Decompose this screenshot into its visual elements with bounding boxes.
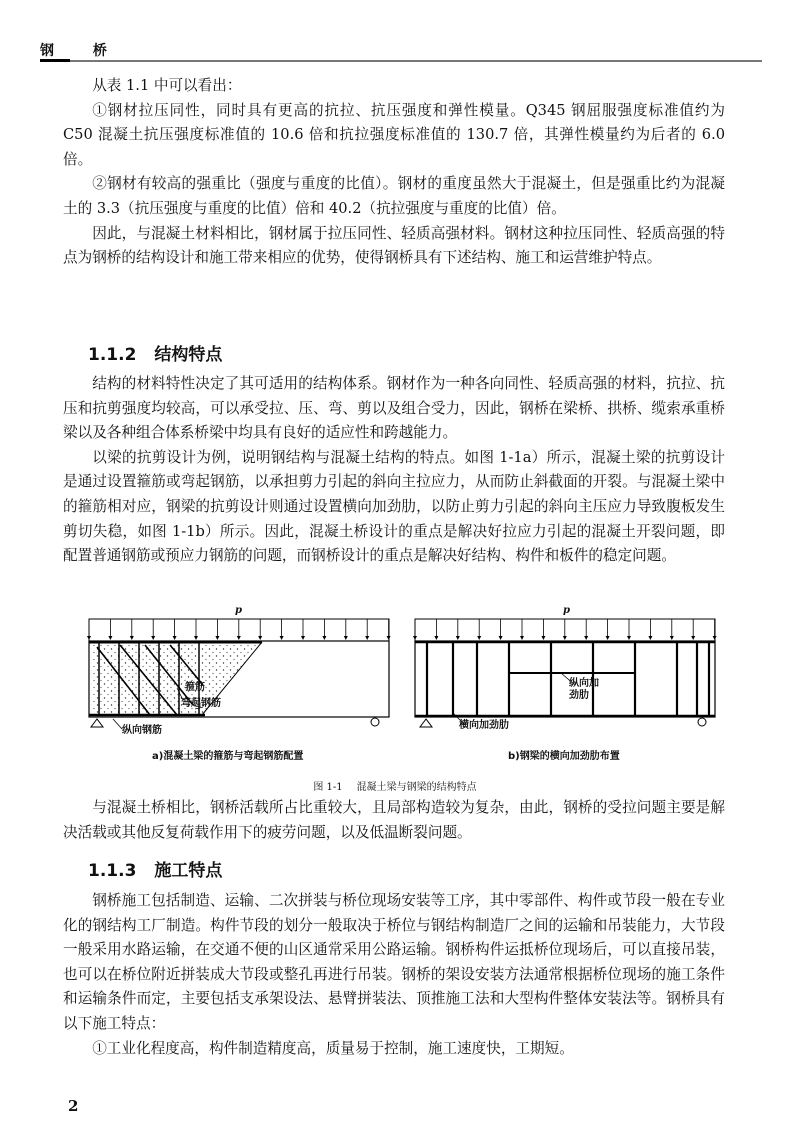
section-number: 1.1.2 <box>88 345 137 365</box>
paragraph: 与混凝土桥相比，钢桥活载所占比重较大，且局部构造较为复杂，由此，钢桥的受拉问题主要是解决活载或其他反复荷载作用下的疲劳问题，以及低温断裂问题。 <box>63 799 725 841</box>
paragraph: ①钢材拉压同性，同时具有更高的抗拉、抗压强度和弹性模量。Q345 钢屈服强度标准值约为 C50 混凝土抗压强度标准值的 10.6 倍和抗拉强度标准值的 130.7 倍，其弹性模量约为后者的 6.0 倍。 <box>63 101 725 168</box>
section-heading-1-1-2 <box>88 340 222 365</box>
paragraph: 因此，与混凝土材料相比，钢材属于拉压同性、轻质高强材料。钢材这种拉压同性、轻质高强的特点为钢桥的结构设计和施工带来相应的优势，使得钢桥具有下述结构、施工和运营维护特点。 <box>63 224 725 267</box>
arrow-head <box>237 636 241 640</box>
figure-title: 混凝土梁与钢梁的结构特点 <box>356 782 477 793</box>
load-arrows-a <box>87 619 391 640</box>
arrow-head <box>520 636 524 640</box>
arrow-head <box>499 636 503 640</box>
arrow-head <box>606 636 610 640</box>
paragraph: 钢桥施工包括制造、运输、二次拼装与桥位现场安装等工序，其中零部件、构件或节段一般在专业化的钢结构工厂制造。构件节段的划分一般取决于桥位与钢结构制造厂之间的运输和吊装能力，大节段一般采用水路运输，在交通不便的山区通常采用公路运输。钢桥构件运抵桥位现场后，可以直接吊装，也可以在桥位附近拼装成大节段或整孔再进行吊装。钢桥的架设安装方法通常根据桥位现场的施工条件和运输条件而定，主要包括支承架设法、悬臂拼装法、顶推施工法和大型构件整体安装法等。钢桥具有以下施工特点： <box>63 892 725 1032</box>
running-header <box>40 40 762 60</box>
arrow-head <box>627 636 631 640</box>
paragraph: ①工业化程度高，构件制造精度高，质量易于控制，施工速度快，工期短。 <box>92 1039 574 1057</box>
beam-diagrams <box>75 605 735 765</box>
paragraph: ②钢材有较高的强重比（强度与重度的比值）。钢材的重度虽然大于混凝土，但是强重比约为混凝土的 3.3（抗压强度与重度的比值）倍和 40.2（抗拉强度与重度的比值）倍。 <box>63 175 725 217</box>
arrow-head <box>194 636 198 640</box>
section-1-1-3-text <box>63 889 725 1061</box>
figure-caption <box>0 778 790 793</box>
section-1-1-2-text <box>63 372 725 569</box>
section-title: 结构特点 <box>154 345 223 365</box>
label-long-stiffener-1: 纵向加 <box>569 678 599 689</box>
arrow-head <box>563 636 567 640</box>
header-rule-accent <box>40 59 70 62</box>
steel-beam-diagram <box>413 619 717 727</box>
arrow-head <box>173 636 177 640</box>
label-stirrup: 箍筋 <box>185 682 205 693</box>
section-number: 1.1.3 <box>88 861 137 881</box>
arrow-head <box>434 636 438 640</box>
label-bent-bar: 弯起钢筋 <box>181 698 221 709</box>
paragraph: 结构的材料特性决定了其可适用的结构体系。钢材作为一种各向同性、轻质高强的材料，抗拉、抗压和抗剪强度均较高，可以承受拉、压、弯、剪以及组合受力，因此，钢桥在梁桥、拱桥、缆索承重桥梁以及各种组合体系桥梁中均具有良好的适应性和跨越能力。 <box>63 375 725 442</box>
roller-support-b <box>698 718 706 726</box>
arrow-head <box>130 636 134 640</box>
arrow-head <box>413 636 417 640</box>
page-number: 2 <box>68 1097 79 1115</box>
arrow-head <box>456 636 460 640</box>
paragraph: 以梁的抗剪设计为例，说明钢结构与混凝土结构的特点。如图 1-1a）所示，混凝土梁的抗剪设计是通过设置箍筋或弯起钢筋，以承担剪力引起的斜向主拉应力，从而防止斜截面的开裂。与混凝土梁中的箍筋相对应，钢梁的抗剪设计则通过设置横向加劲肋，以防止剪力引起的斜向主压应力导致腹板发生剪切失稳，如图 1-1b）所示。因此，混凝土桥设计的重点是解决好拉应力引起的混凝土开裂问题，即配置普通钢筋或预应力钢筋的问题，而钢桥设计的重点是解决好结构、构件和板件的稳定问题。 <box>63 448 725 565</box>
arrow-head <box>477 636 481 640</box>
label-long-stiffener-2: 劲肋 <box>569 690 589 701</box>
arrow-head <box>365 636 369 640</box>
arrow-head <box>691 636 695 640</box>
arrow-head <box>322 636 326 640</box>
arrow-head <box>87 636 91 640</box>
section-title: 施工特点 <box>154 861 223 881</box>
header-title: 钢 桥 <box>40 43 124 59</box>
figure-1-1 <box>75 605 735 765</box>
arrow-head <box>344 636 348 640</box>
pin-support-b <box>420 719 432 727</box>
arrow-head <box>713 636 717 640</box>
arrow-head <box>648 636 652 640</box>
roller-support-a <box>371 718 379 726</box>
label-long-bar: 纵向钢筋 <box>122 725 162 736</box>
figure-number: 图 1-1 <box>313 782 343 793</box>
arrow-head <box>301 636 305 640</box>
load-label-a: p <box>235 605 242 616</box>
pin-support-a <box>91 719 103 727</box>
section-heading-1-1-3 <box>88 856 222 881</box>
arrow-head <box>387 636 391 640</box>
arrow-head <box>541 636 545 640</box>
arrow-head <box>670 636 674 640</box>
arrow-head <box>215 636 219 640</box>
label-transverse-stiffener: 横向加劲肋 <box>459 720 509 731</box>
arrow-head <box>584 636 588 640</box>
arrow-head <box>280 636 284 640</box>
arrow-head <box>151 636 155 640</box>
paragraph: 从表 1.1 中可以看出： <box>92 77 242 94</box>
arrow-head <box>108 636 112 640</box>
post-figure-text <box>63 796 725 845</box>
subcaption-a: a)混凝土梁的箍筋与弯起钢筋配置 <box>152 751 304 762</box>
subcaption-b: b)钢梁的横向加劲肋布置 <box>508 751 620 762</box>
steel-beam <box>415 641 715 717</box>
concrete-beam-diagram <box>87 619 391 729</box>
intro-text <box>63 74 725 271</box>
header-rule <box>40 60 762 62</box>
arrow-head <box>258 636 262 640</box>
load-arrows-b <box>413 619 717 640</box>
load-label-b: p <box>563 605 570 616</box>
